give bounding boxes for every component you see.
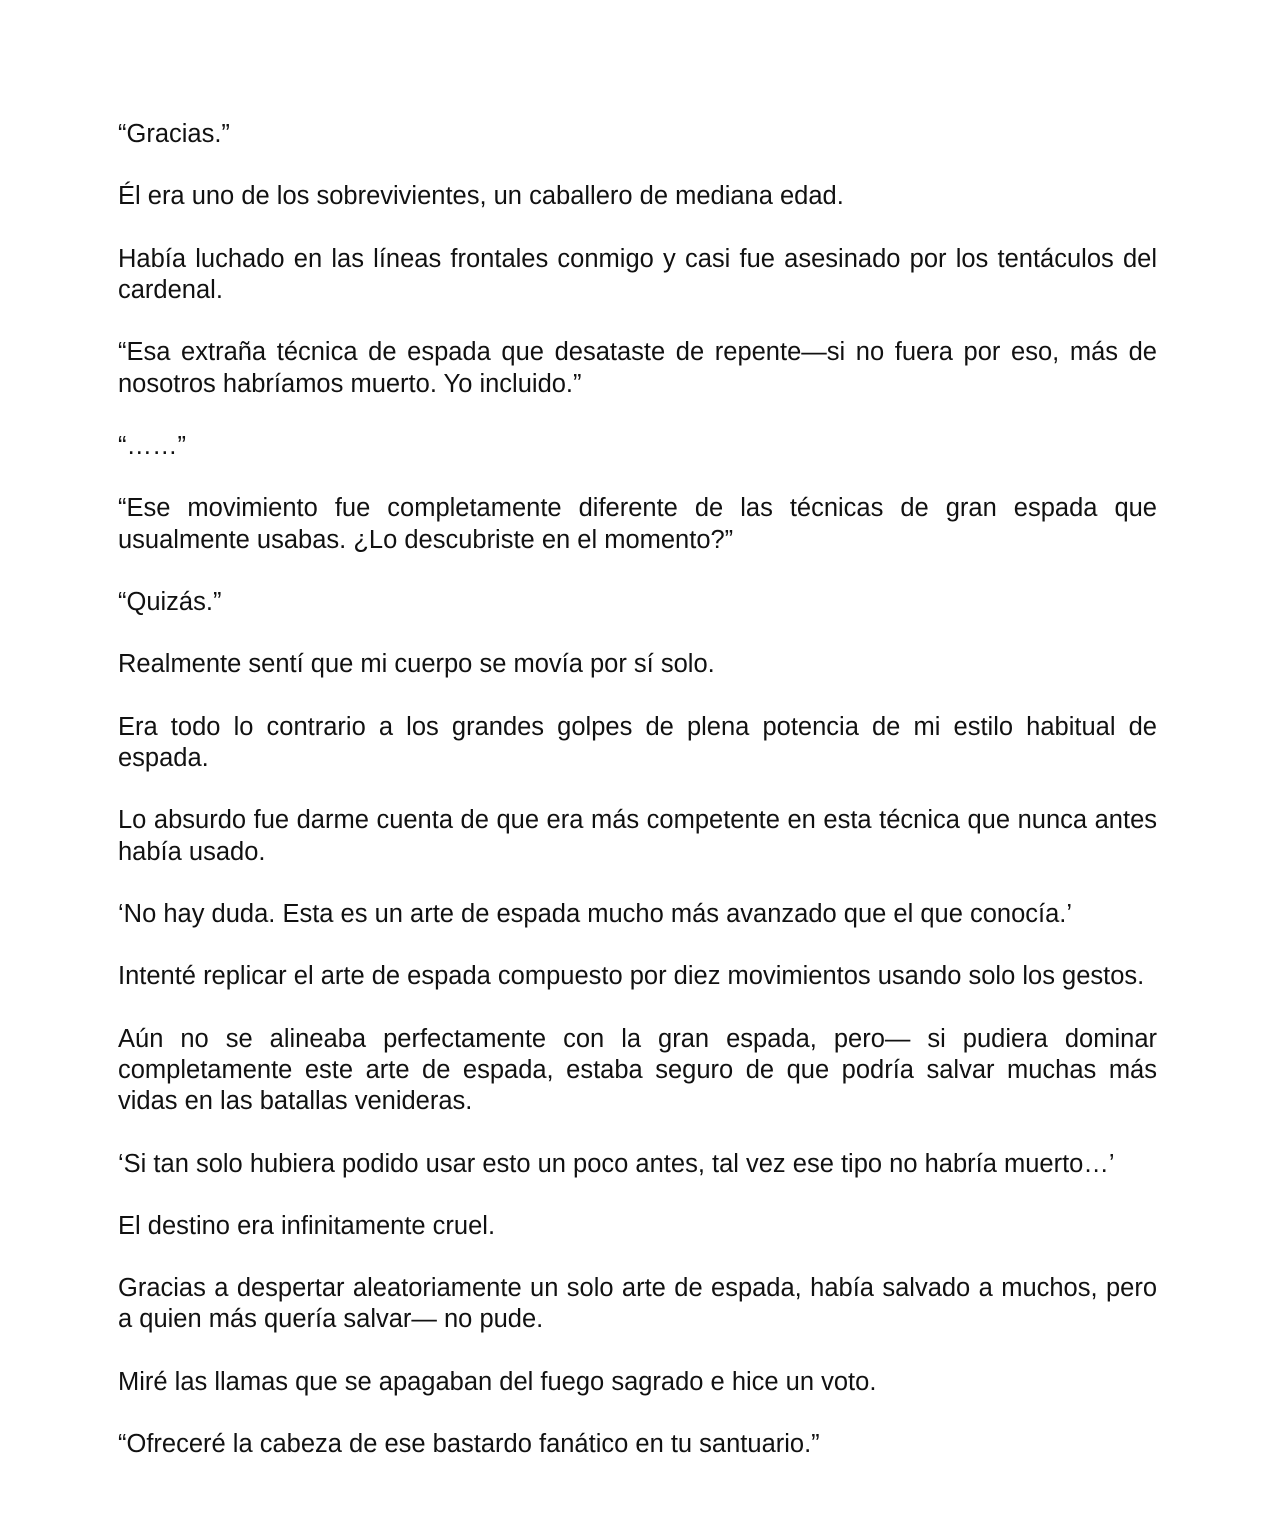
paragraph-8: Realmente sentí que mi cuerpo se movía por sí solo. — [118, 650, 715, 679]
document-body — [118, 119, 1157, 1492]
paragraph-2: Él era uno de los sobrevivientes, un caballero de mediana edad. — [118, 182, 844, 211]
paragraph-4: “Esa extraña técnica de espada que desataste de repente—si no fuera por eso, más de nosotros habríamos muerto. Yo incluido.” — [118, 338, 1157, 398]
paragraph-17: Miré las llamas que se apagaban del fuego sagrado e hice un voto. — [118, 1367, 877, 1396]
paragraph-10: Lo absurdo fue darme cuenta de que era más competente en esta técnica que nunca antes había usado. — [118, 806, 1157, 866]
paragraph-6: “Ese movimiento fue completamente diferente de las técnicas de gran espada que usualmente usabas. ¿Lo descubriste en el momento?” — [118, 494, 1157, 554]
paragraph-9: Era todo lo contrario a los grandes golpes de plena potencia de mi estilo habitual de espada. — [118, 712, 1157, 772]
paragraph-1: “Gracias.” — [118, 120, 230, 148]
paragraph-18: “Ofreceré la cabeza de ese bastardo fanático en tu santuario.” — [118, 1430, 820, 1459]
paragraph-14: ‘Si tan solo hubiera podido usar esto un poco antes, tal vez ese tipo no habría muerto…’ — [118, 1149, 1115, 1178]
paragraph-15: El destino era infinitamente cruel. — [118, 1211, 496, 1240]
paragraph-5: “……” — [118, 431, 186, 460]
paragraph-12: Intenté replicar el arte de espada compuesto por diez movimientos usando solo los gestos. — [118, 962, 1145, 991]
paragraph-7: “Quizás.” — [118, 587, 222, 616]
paragraph-16: Gracias a despertar aleatoriamente un solo arte de espada, había salvado a muchos, pero a quien más quería salvar— no pude. — [118, 1274, 1157, 1334]
paragraph-13: Aún no se alineaba perfectamente con la gran espada, pero— si pudiera dominar completamente este arte de espada, estaba seguro de que podría salvar muchas más vidas en las batallas venideras. — [118, 1024, 1157, 1116]
paragraph-11: ‘No hay duda. Esta es un arte de espada mucho más avanzado que el que conocía.’ — [118, 899, 1073, 928]
paragraph-3: Había luchado en las líneas frontales conmigo y casi fue asesinado por los tentáculos del cardenal. — [118, 244, 1157, 304]
